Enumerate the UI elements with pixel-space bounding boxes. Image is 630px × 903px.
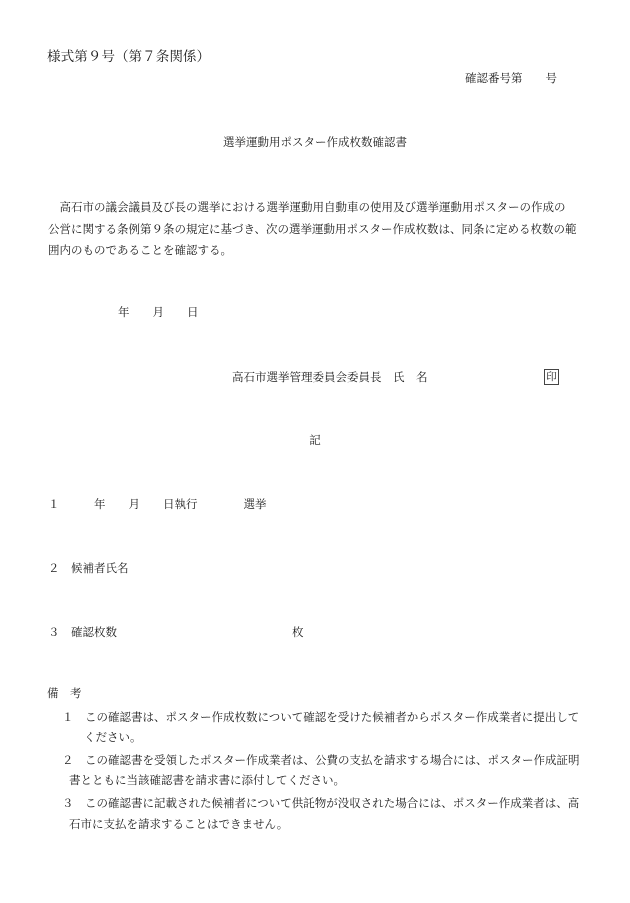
seal-mark: 印 — [544, 369, 559, 385]
remark-note-line: ２ この確認書を受領したポスター作成業者は、公費の支払を請求する場合には、ポスター作成証明 — [62, 753, 580, 767]
record-heading: 記 — [309, 433, 321, 447]
form-number: 様式第９号（第７条関係） — [47, 49, 211, 65]
remark-note-line: 石市に支払を請求することはできません。 — [69, 817, 289, 831]
body-line: 公営に関する条例第９条の規定に基づき、次の選挙運動用ポスター作成枚数は、同条に定める枚数の範 — [48, 222, 577, 236]
item-confirmed-count-unit: 枚 — [292, 625, 304, 639]
remarks-heading: 備 考 — [47, 686, 82, 700]
item-election-date: １ 年 月 日執行 選挙 — [48, 497, 267, 511]
body-line: 囲内のものであることを確認する。 — [48, 243, 232, 257]
item-candidate-name: ２ 候補者氏名 — [48, 561, 129, 575]
date-line: 年 月 日 — [118, 305, 199, 319]
remark-note-line: １ この確認書は、ポスター作成枚数について確認を受けた候補者からポスター作成業者に提出して — [62, 710, 580, 724]
remark-note-line: 書とともに当該確認書を請求書に添付してください。 — [69, 773, 345, 787]
remark-note-line: ください。 — [84, 730, 142, 744]
body-line: 高石市の議会議員及び長の選挙における選挙運動用自動車の使用及び選挙運動用ポスターの作成の — [48, 200, 566, 214]
document-title: 選挙運動用ポスター作成枚数確認書 — [223, 135, 407, 149]
remark-note-line: ３ この確認書に記載された候補者について供託物が没収された場合には、ポスター作成業者は、高 — [62, 796, 580, 810]
confirmation-number: 確認番号第 号 — [465, 71, 557, 85]
item-confirmed-count-label: ３ 確認枚数 — [48, 625, 117, 639]
signatory-title: 高石市選挙管理委員会委員長 氏 名 — [232, 370, 428, 384]
